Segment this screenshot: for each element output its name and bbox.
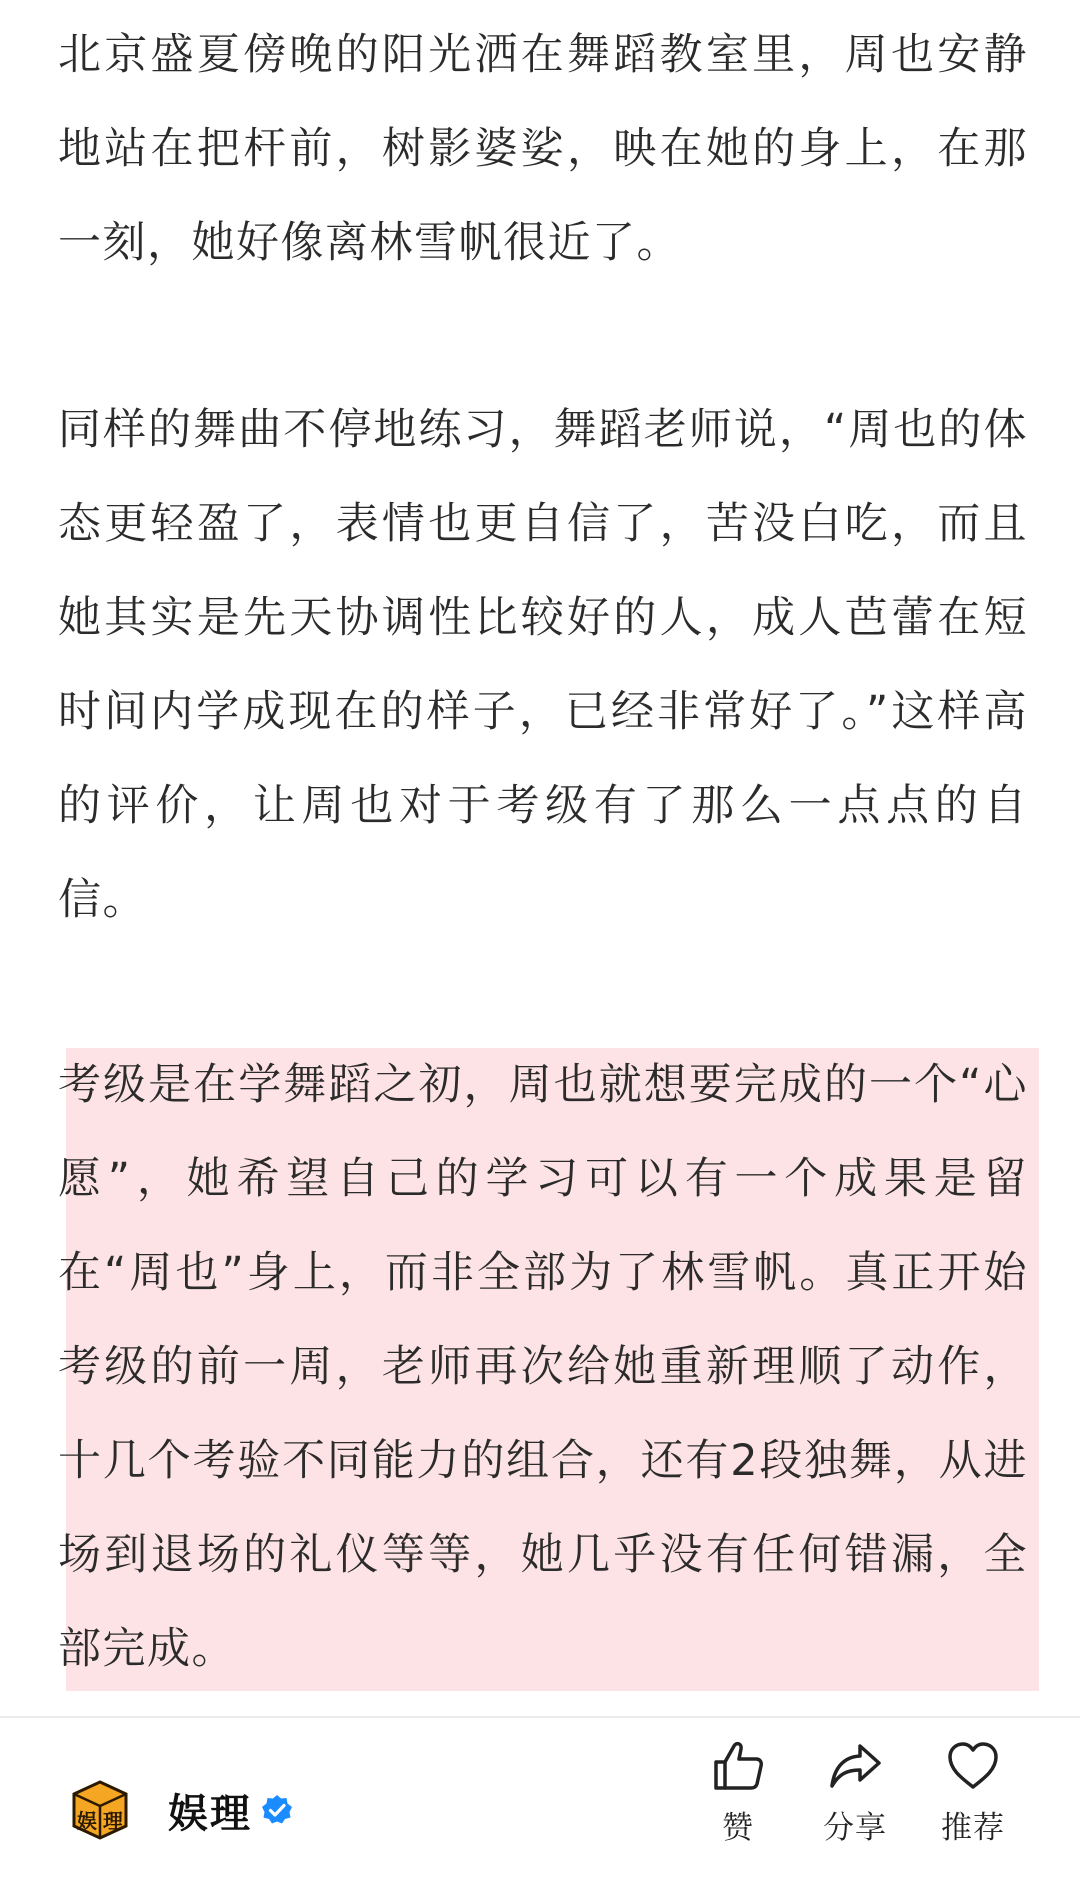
like-button[interactable] [683, 1738, 793, 1847]
author-name[interactable]: 娱理 [168, 1790, 252, 1837]
bottom-action-bar [0, 1718, 1080, 1897]
verified-check-icon [260, 1793, 294, 1827]
thumbs-up-icon [710, 1738, 766, 1794]
like-label: 赞 [722, 1810, 754, 1846]
share-button[interactable] [800, 1738, 910, 1847]
recommend-button[interactable] [918, 1738, 1028, 1847]
article-paragraph-1: 北京盛夏傍晚的阳光洒在舞蹈教室里，周也安静地站在把杆前，树影婆娑，映在她的身上，在那一刻，她好像离林雪帆很近了。 [58, 30, 1028, 268]
avatar-char-1: 娱 [77, 1809, 97, 1833]
author-avatar[interactable] [68, 1778, 132, 1842]
heart-icon [945, 1738, 1001, 1794]
article-paragraph-3-highlighted: 考级是在学舞蹈之初，周也就想要完成的一个“心愿”，她希望自己的学习可以有一个成果是留在“周也”身上，而非全部为了林雪帆。真正开始考级的前一周，老师再次给她重新理顺了动作，十几个考验不同能力的组合，还有2段独舞，从进场到退场的礼仪等等，她几乎没有任何错漏，全部完成。 [58, 1060, 1028, 1674]
recommend-label: 推荐 [941, 1810, 1005, 1846]
avatar-char-2: 理 [103, 1809, 123, 1833]
author-logo-icon [68, 1778, 132, 1842]
share-arrow-icon [827, 1738, 883, 1794]
article-paragraph-2: 同样的舞曲不停地练习，舞蹈老师说，“周也的体态更轻盈了，表情也更自信了，苦没白吃，而且她其实是先天协调性比较好的人，成人芭蕾在短时间内学成现在的样子，已经非常好了。”这样高的评价，让周也对于考级有了那么一点点的自信。 [58, 405, 1028, 925]
author-info[interactable] [68, 1770, 294, 1850]
share-label: 分享 [823, 1810, 887, 1846]
